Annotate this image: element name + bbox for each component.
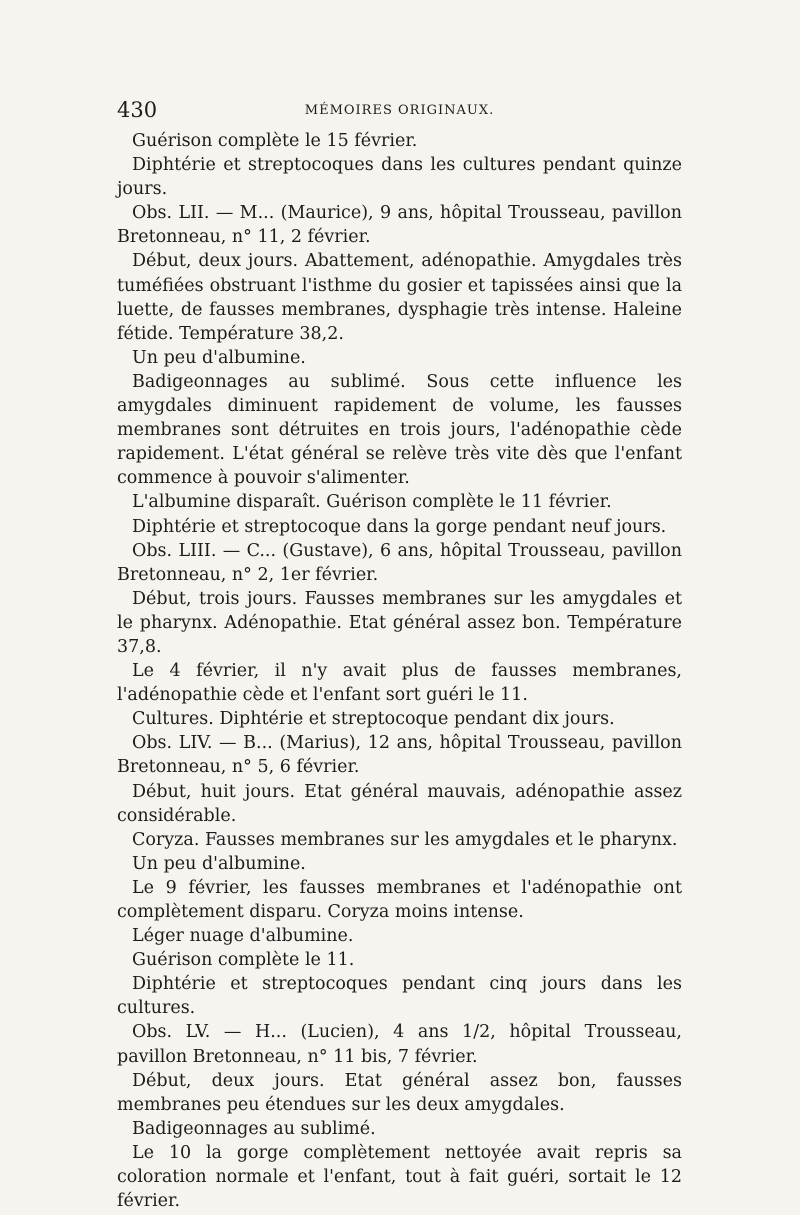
page-header xyxy=(117,98,682,128)
paragraph: Léger nuage d'albumine. xyxy=(132,926,354,947)
observation-heading: Obs. LIII. — C... (Gustave), 6 ans, hôpital Trousseau, pavillon Bretonneau, n° 2, 1er février. xyxy=(117,540,682,585)
paragraph: Guérison complète le 11. xyxy=(132,950,355,971)
paragraph: Badigeonnages au sublimé. Sous cette influence les amygdales diminuent rapidement de volume, les fausses membranes sont détruites en trois jours, l'adénopathie cède rapidement. L'état général se relève très vite dès que l'enfant commence à pouvoir s'alimenter. xyxy=(117,371,682,489)
observation-heading: Obs. LV. — H... (Lucien), 4 ans 1/2, hôpital Trousseau, pavillon Bretonneau, n° 11 bis, 7 février. xyxy=(117,1022,682,1067)
paragraph: Le 10 la gorge complètement nettoyée avait repris sa coloration normale et l'enfant, tout à fait guéri, sortait le 12 février. xyxy=(117,1142,682,1212)
page-number: 430 xyxy=(117,98,158,122)
paragraph: Début, trois jours. Fausses membranes sur les amygdales et le pharynx. Adénopathie. Etat général assez bon. Température 37,8. xyxy=(117,588,682,657)
paragraph: L'albumine disparaît. Guérison complète le 11 février. xyxy=(132,492,612,513)
running-title: MÉMOIRES ORIGINAUX. xyxy=(304,103,495,118)
paragraph: Début, deux jours. Abattement, adénopathie. Amygdales très tuméfiées obstruant l'isthme du gosier et tapissées ainsi que la luette, de fausses membranes, dysphagie très intense. Haleine fétide. Température 38,2. xyxy=(117,251,682,344)
paragraph: Le 9 février, les fausses membranes et l'adénopathie ont complètement disparu. Coryza moins intense. xyxy=(117,877,682,922)
paragraph: Badigeonnages au sublimé. xyxy=(132,1118,376,1139)
paragraph: Un peu d'albumine. xyxy=(132,853,306,874)
paragraph: Le 4 février, il n'y avait plus de fausses membranes, l'adénopathie cède et l'enfant sort guéri le 11. xyxy=(117,661,682,706)
paragraph: Diphtérie et streptocoques pendant cinq jours dans les cultures. xyxy=(117,974,682,1019)
paragraph: Début, huit jours. Etat général mauvais, adénopathie assez considérable. xyxy=(117,781,682,826)
paragraph: Cultures. Diphtérie et streptocoque pendant dix jours. xyxy=(132,709,615,730)
observation-heading: Obs. LII. — M... (Maurice), 9 ans, hôpital Trousseau, pavillon Bretonneau, n° 11, 2 février. xyxy=(117,203,682,248)
paragraph: Diphtérie et streptocoques dans les cultures pendant quinze jours. xyxy=(117,155,682,200)
paragraph: Coryza. Fausses membranes sur les amygdales et le pharynx. xyxy=(132,829,678,850)
paragraph: Diphtérie et streptocoque dans la gorge pendant neuf jours. xyxy=(132,516,667,537)
observation-heading: Obs. LIV. — B... (Marius), 12 ans, hôpital Trousseau, pavillon Bretonneau, n° 5, 6 février. xyxy=(117,733,682,778)
paragraph: Un peu d'albumine. xyxy=(132,347,306,368)
page-body xyxy=(117,129,682,1213)
paragraph: Début, deux jours. Etat général assez bon, fausses membranes peu étendues sur les deux amygdales. xyxy=(117,1070,682,1115)
paragraph: Guérison complète le 15 février. xyxy=(132,131,418,151)
